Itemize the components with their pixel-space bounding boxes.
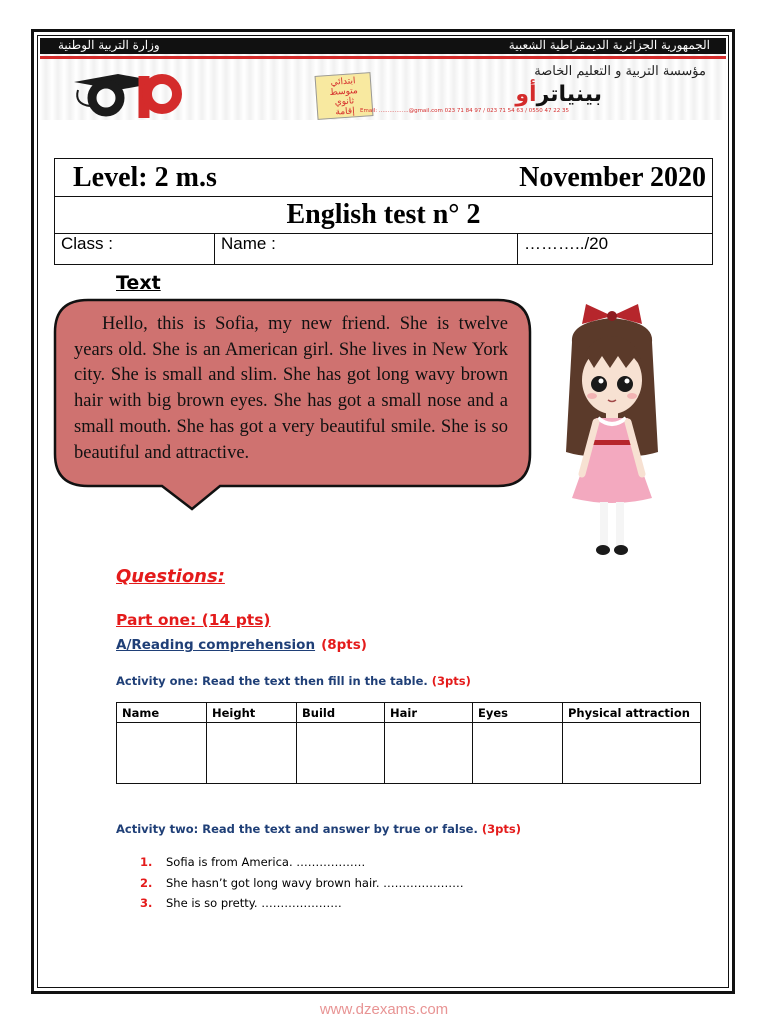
answer-cell[interactable] — [385, 723, 473, 784]
date-label: November 2020 — [519, 161, 706, 193]
activity-two-label: Activity two: Read the text and answer by true or false. — [116, 822, 478, 836]
header-banner — [40, 38, 726, 120]
badge-line: متوسط — [329, 86, 359, 98]
activity-one-label: Activity one: Read the text then fill in the table. — [116, 674, 428, 688]
activity-one-instruction — [116, 674, 471, 688]
part-one-heading: Part one: (14 pts) — [116, 611, 271, 629]
text-heading: Text — [116, 272, 161, 294]
badge-line: ثانوي — [334, 96, 355, 108]
test-title: English test n° 2 — [55, 197, 713, 234]
answer-cell[interactable] — [117, 723, 207, 784]
school-logo-icon — [70, 60, 220, 118]
level-date-row — [55, 159, 713, 197]
score-field[interactable]: ………../20 — [518, 234, 713, 265]
true-false-list — [140, 853, 464, 915]
table-header-cell: Hair — [385, 703, 473, 723]
contact-line: Email: .................@gmail.com 023 71 84 97 / 023 71 54 63 / 0550 47 22 35 — [360, 108, 570, 114]
reading-passage: Hello, this is Sofia, my new friend. She is twelve years old. She is an American girl. She lives in New York city. She is small and slim. She has got long wavy brown hair with big brown eyes. She has got a small nose and a small mouth. She has got a very beautiful smile. She is so beautiful and attractive. — [74, 314, 508, 463]
school-name-part: أو — [515, 82, 537, 107]
item-number: 1. — [140, 855, 153, 869]
answer-cell[interactable] — [473, 723, 563, 784]
institution-name: مؤسسة التربية و التعليم الخاصة — [534, 64, 706, 79]
item-text[interactable]: Sofia is from America. ……………… — [166, 855, 366, 869]
table-header-cell: Name — [117, 703, 207, 723]
answer-cell[interactable] — [563, 723, 701, 784]
table-header-row — [117, 703, 701, 723]
reading-points: (8pts) — [321, 637, 367, 653]
list-item — [140, 874, 464, 895]
item-number: 3. — [140, 896, 153, 910]
name-field[interactable]: Name : — [215, 234, 518, 265]
class-field[interactable]: Class : — [55, 234, 215, 265]
banner-red-line — [40, 56, 726, 59]
item-number: 2. — [140, 875, 153, 890]
questions-heading: Questions: — [116, 566, 225, 587]
table-header-cell: Build — [297, 703, 385, 723]
item-text[interactable]: She hasn’t got long wavy brown hair. ………………… — [166, 875, 464, 890]
list-item — [140, 894, 464, 915]
badge-line: ابتدائي — [330, 76, 356, 88]
table-header-cell: Physical attraction — [563, 703, 701, 723]
reading-heading — [116, 637, 367, 653]
list-item — [140, 853, 464, 874]
title-table — [54, 158, 713, 265]
activity-one-points: (3pts) — [431, 674, 471, 688]
level-label: Level: 2 m.s — [73, 161, 217, 193]
republic-label: الجمهورية الجزائرية الديمقراطية الشعبية — [508, 38, 710, 52]
badge-line: إقامة — [335, 106, 356, 118]
speech-bubble — [52, 298, 534, 512]
school-name — [515, 82, 602, 107]
banner-top-strip — [40, 38, 726, 54]
activity-two-points: (3pts) — [481, 822, 521, 836]
item-text[interactable]: She is so pretty. ………………… — [166, 896, 342, 910]
reading-label: A/Reading comprehension — [116, 637, 316, 653]
activity-two-instruction — [116, 822, 521, 836]
school-name-part: بينياتر — [536, 82, 602, 107]
table-header-cell: Height — [207, 703, 297, 723]
table-answer-row — [117, 723, 701, 784]
table-header-cell: Eyes — [473, 703, 563, 723]
answer-cell[interactable] — [207, 723, 297, 784]
fill-in-table — [116, 702, 701, 784]
footer-url[interactable]: www.dzexams.com — [319, 1001, 449, 1018]
girl-illustration-icon — [552, 302, 672, 560]
answer-cell[interactable] — [297, 723, 385, 784]
ministry-label: وزارة التربية الوطنية — [58, 38, 160, 52]
